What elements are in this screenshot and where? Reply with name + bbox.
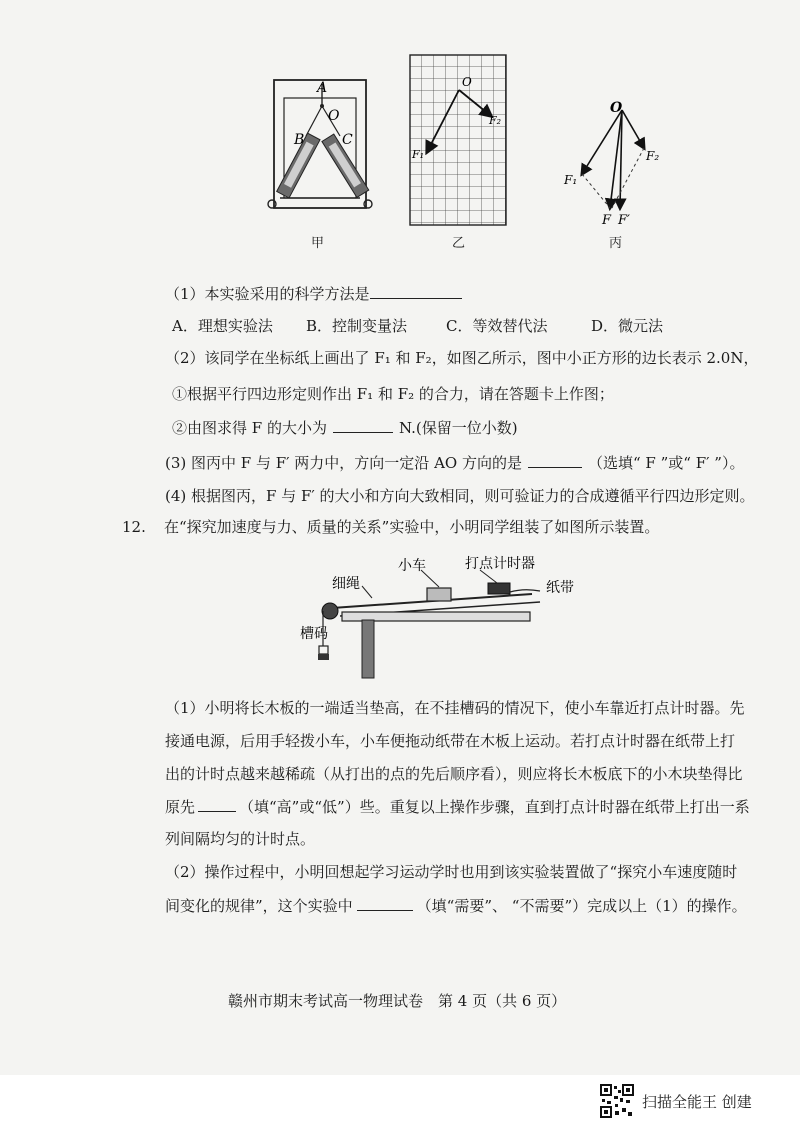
label-xisheng: 细绳: [332, 576, 360, 592]
q11-part2-2-before: ②由图求得 F 的大小为: [172, 419, 327, 437]
q12-part1-line4-after: （填“高”或“低”）些。重复以上操作步骤，直到打点计时器在纸带上打出一系: [239, 798, 750, 816]
label-dadian: 打点计时器: [465, 556, 535, 572]
label-o: O: [462, 75, 472, 89]
q11-option-c: C．等效替代法: [446, 317, 548, 335]
label-o: O: [328, 108, 340, 124]
figure-yi-caption: 乙: [452, 236, 466, 251]
figure-jia-caption: 甲: [311, 236, 325, 251]
q12-part2-line1: （2）操作过程中，小明回想起学习运动学时也用到该实验装置做了“探究小车速度随时: [165, 863, 738, 881]
q11-option-b: B．控制变量法: [306, 317, 408, 335]
q11-part2: （2）该同学在坐标纸上画出了 F₁ 和 F₂，如图乙所示，图中小正方形的边长表示 2.0N，: [165, 349, 759, 367]
q11-option-a: A．理想实验法: [172, 317, 273, 335]
q11-part4: (4) 根据图丙，F 与 F′ 的大小和方向大致相同，则可验证力的合成遵循平行四边形定则。: [165, 487, 755, 505]
label-caoma: 槽码: [300, 626, 328, 642]
q12-part1-line4: [165, 797, 750, 817]
label-f: F: [602, 213, 612, 228]
label-f1: F₁: [412, 148, 425, 161]
q11-part3-after: （选填“ F ”或“ F′ ”）。: [587, 454, 745, 472]
q12-part1-line3: 出的计时点越来越稀疏（从打出的点的先后顺序看），则应将长木板底下的小木块垫得比: [165, 765, 743, 783]
apparatus-figure: [300, 550, 600, 685]
q12-part2-blank: [357, 896, 413, 911]
q11-option-d: D．微元法: [591, 317, 664, 335]
q11-part2-2: [172, 418, 518, 438]
q11-part3-before: (3) 图丙中 F 与 F′ 两力中，方向一定沿 AO 方向的是: [165, 454, 522, 472]
q12-part2-line2: [165, 896, 747, 916]
label-f2: F₂: [489, 114, 502, 127]
label-o: O: [610, 100, 623, 116]
q11-part3: [165, 453, 744, 473]
q11-part1-blank: [370, 284, 462, 299]
page-footer: 赣州市期末考试高一物理试卷 第 4 页（共 6 页）: [228, 992, 567, 1010]
q12-part1-blank: [198, 797, 236, 812]
q11-part2-2-blank: [333, 418, 393, 433]
label-f1: F₁: [564, 173, 578, 187]
q12-part1-line5: 列间隔均匀的计时点。: [165, 830, 316, 848]
figure-jia: [260, 70, 380, 220]
q12-part2-line2-before: 间变化的规律”，这个实验中: [165, 897, 353, 915]
q12-part2-line2-after: （填“需要”、 “不需要”）完成以上（1）的操作。: [416, 897, 747, 915]
figure-bing-caption: 丙: [609, 236, 623, 251]
q11-part1: [165, 284, 462, 304]
q11-part2-2-after: N.(保留一位小数): [398, 419, 518, 437]
q12-number: 12.: [122, 518, 146, 536]
watermark-text: 扫描全能王 创建: [642, 1092, 752, 1111]
label-f-prime: F′: [618, 213, 630, 228]
figure-yi: [409, 54, 509, 229]
qr-code-icon: [600, 1084, 634, 1118]
q11-part2-1: ①根据平行四边形定则作出 F₁ 和 F₂ 的合力，请在答题卡上作图；: [172, 385, 614, 403]
label-zhidai: 纸带: [546, 580, 574, 596]
label-f2: F₂: [646, 149, 660, 163]
label-c: C: [342, 132, 353, 148]
q12-part1-line2: 接通电源，后用手轻拨小车，小车便拖动纸带在木板上运动。若打点计时器在纸带上打: [165, 732, 736, 750]
q12-part1-line1: （1）小明将长木板的一端适当垫高，在不挂槽码的情况下，使小车靠近打点计时器。先: [165, 699, 745, 717]
q12-intro: 在“探究加速度与力、质量的关系”实验中，小明同学组装了如图所示装置。: [164, 518, 660, 536]
label-b: B: [294, 132, 305, 148]
q11-part1-text: （1）本实验采用的科学方法是: [165, 285, 370, 303]
label-xiaoche: 小车: [398, 558, 426, 574]
q11-part3-blank: [528, 453, 582, 468]
q12-part1-line4-before: 原先: [165, 798, 196, 816]
figure-bing: [558, 96, 678, 236]
label-a: A: [317, 80, 328, 96]
scanner-watermark: [600, 1083, 752, 1119]
